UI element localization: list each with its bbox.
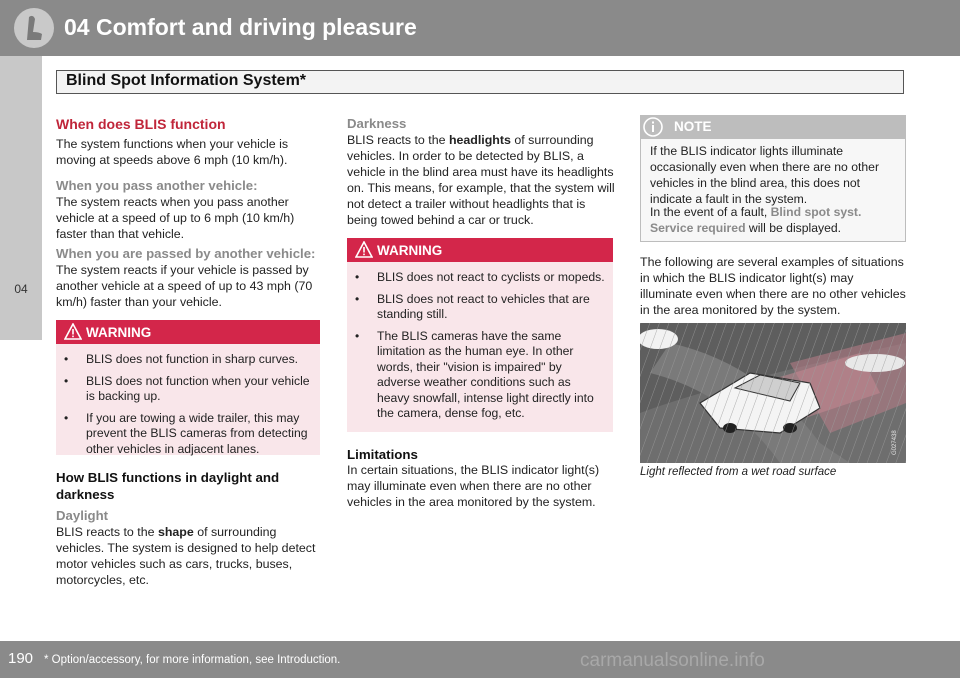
warning-item: • BLIS does not react to vehicles that are standing still. bbox=[377, 292, 605, 323]
warning-title: WARNING bbox=[377, 242, 443, 258]
warning-item: • BLIS does not react to cyclists or mopeds. bbox=[377, 270, 605, 286]
heading-passed-by-vehicle: When you are passed by another vehicle: bbox=[56, 246, 316, 261]
heading-daylight-darkness: How BLIS functions in daylight and darkness bbox=[56, 470, 280, 502]
darkness-paragraph: BLIS reacts to the headlights of surrounding vehicles. In order to be detected by BLIS, a vehicle in the blind area must have its headlights on. This means, for example, that the system will not detect a trailer without headlights that is being towed behind a car or truck. bbox=[347, 133, 615, 227]
heading-pass-vehicle: When you pass another vehicle: bbox=[56, 178, 258, 193]
footer-note: * Option/accessory, for more information, see Introduction. bbox=[44, 654, 341, 666]
heading-when-blis-functions: When does BLIS function bbox=[56, 116, 226, 132]
heading-limitations: Limitations bbox=[347, 447, 418, 462]
limitations-paragraph: In certain situations, the BLIS indicator light(s) may illuminate even when there are no other vehicles in the area monitored by the system. bbox=[347, 463, 600, 509]
chapter-title: 04 Comfort and driving pleasure bbox=[64, 14, 417, 40]
warning-title: WARNING bbox=[86, 324, 152, 340]
warning-header bbox=[56, 320, 320, 344]
warning-header bbox=[347, 238, 613, 262]
warning-list bbox=[56, 344, 320, 469]
seat-icon bbox=[14, 8, 54, 48]
heading-daylight: Daylight bbox=[56, 508, 109, 523]
passed-by-vehicle-paragraph: The system reacts if your vehicle is passed by another vehicle at a speed of up to 43 mph (70 km/h) faster than your vehicle. bbox=[56, 263, 313, 309]
warning-item: • The BLIS cameras have the same limitation as the human eye. In other words, their "vision is impaired" by adverse weather conditions such as heavy snowfall, intense light directly into the camera, dense fog, etc. bbox=[377, 329, 605, 422]
info-icon bbox=[642, 116, 664, 138]
note-text: If the BLIS indicator lights illuminate occasionally even when there are no other vehicles in the blind area, this does not indicate a fault in the system. bbox=[650, 144, 879, 206]
page-number: 190 bbox=[8, 650, 34, 667]
chapter-side-tab-number: 04 bbox=[14, 282, 28, 296]
warning-list bbox=[347, 262, 613, 434]
note-title: NOTE bbox=[674, 119, 712, 134]
wet-road-reflection-illustration bbox=[640, 323, 906, 463]
section-title: Blind Spot Information System* bbox=[66, 72, 307, 89]
intro-paragraph: The system functions when your vehicle is moving at speeds above 6 mph (10 km/h). bbox=[56, 137, 289, 167]
watermark: carmanualsonline.info bbox=[580, 650, 765, 671]
daylight-paragraph: BLIS reacts to the shape of surrounding vehicles. The system is designed to help detect motor vehicles such as cars, trucks, buses, motorcycles, etc. bbox=[56, 525, 316, 587]
warning-triangle-icon bbox=[64, 323, 82, 340]
warning-triangle-icon bbox=[355, 241, 373, 258]
examples-paragraph: The following are several examples of situations in which the BLIS indicator light(s) may illuminate even when there are no other vehicles in the area monitored by the system. bbox=[640, 255, 906, 317]
note-fault-text: In the event of a fault, Blind spot syst. Service required will be displayed. bbox=[650, 205, 862, 235]
pass-vehicle-paragraph: The system reacts when you pass another vehicle at a speed of up to 6 mph (10 km/h) faster than that vehicle. bbox=[56, 195, 295, 241]
warning-item: • If you are towing a wide trailer, this may prevent the BLIS cameras from detecting other vehicles in adjacent lanes. bbox=[86, 411, 312, 458]
chapter-side-tab bbox=[0, 56, 42, 340]
figure-code: G027438 bbox=[892, 430, 898, 455]
figure-caption: Light reflected from a wet road surface bbox=[640, 466, 837, 478]
warning-box-1 bbox=[56, 320, 320, 455]
warning-box-2 bbox=[347, 238, 613, 432]
warning-item: • BLIS does not function in sharp curves. bbox=[86, 352, 312, 368]
warning-item: • BLIS does not function when your vehicle is backing up. bbox=[86, 374, 312, 405]
heading-darkness: Darkness bbox=[347, 116, 407, 131]
